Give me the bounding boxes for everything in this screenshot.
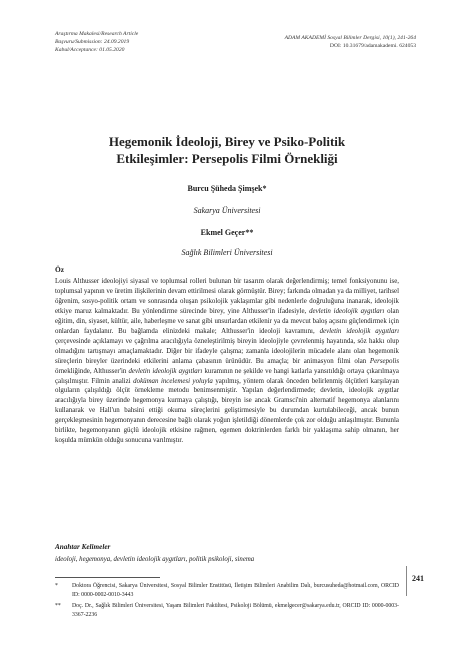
abstract-text: çerçevesinde açıklamayı ve çağrılma: [55, 337, 159, 345]
page-number: 241: [412, 574, 424, 583]
title-line-2: Etkileşimler: Persepolis Filmi Örnekliği: [116, 150, 338, 166]
article-meta: [55, 30, 225, 55]
journal-citation: ADAM AKADEMİ Sosyal Bilimler Dergisi, 10(1), 241-264: [284, 35, 416, 41]
abstract-text: ma süreçlerini geliştirmesiyle bu durumdan kurtulabileceği, ancak bunun gerçekleş: [55, 407, 399, 425]
abstract-text: sosyo-politik ortam ve sonrasında oluşan psikolojik yaklaşımlar gibi nedenlerle doğ: [82, 297, 320, 305]
abstract-text: örnekliğin: [55, 367, 84, 375]
abstract-text: mesinin hegemonyanın derecesine bağlı olarak yoğun işletildiği dönemlerde çok zor: [81, 417, 316, 425]
abstract-emphasis: devletin ideolojik aygıtları: [128, 367, 203, 375]
author-2-name: Ekmel Geçer**: [200, 228, 254, 237]
submission-date: Başvuru/Submission: 24.09.2019: [55, 39, 130, 46]
paper-title: [60, 134, 394, 167]
abstract-text: aracılığıyla özneleştirilmiş bireyin ideolojiyle çevrelenmiş hayatında, söz hakkı olup: [160, 337, 399, 345]
abstract-emphasis: doküman incelemesi yoluyla: [133, 377, 213, 385]
abstract-text: ettirilmesi olarak görmüştür. Birey; farkında olmadan ya da milliyet, tarihsel öğrenim,: [55, 287, 400, 305]
keywords-heading: Anahtar Kelimeler: [55, 543, 111, 551]
abstract-text: kuramının ne şekilde ve hangi katlarla: [202, 367, 312, 375]
acceptance-date: Kabul/Acceptance: 01.05.2020: [55, 47, 125, 54]
abstract-text: yansıtıldığı ortaya çıkarılmaya çalışılmıştır. Filmin analizi: [55, 367, 399, 385]
abstract-text: olduğu anlaşılmıştır. Bununla birlikte, hegemonyanın güçlü ideolojik etkisine rağmen,: [55, 417, 399, 435]
abstract-text: ruluğuna inanarak, ideolojik etkiye maruz kalmaktadır. Bu yönlendirme sürecinde: [55, 297, 399, 315]
title-line-1: Hegemonik İdeoloji, Birey ve Psiko-Politik: [108, 134, 346, 149]
doi: DOI: 10.31679/adamakademi. 624053: [329, 43, 416, 50]
abstract-emphasis: Persepolis: [369, 357, 399, 365]
abstract-text: Gramsci'nin alternatif hegemonya alanlarını kullanarak ve Hall'un bahsini ettiği oku: [55, 397, 399, 415]
footnote-divider: [55, 577, 160, 578]
footnote-2: [55, 602, 399, 619]
abstract-text: olmadığını tartışmayı amaçlamaktadır. Diğer bir ifadeyle çalışma; zamanla ideoloji: [55, 347, 293, 355]
abstract-text: lerin mücadele alanı olan hegemonik süreçlerin bireyler üzerindeki etkilerini anla: [55, 347, 399, 365]
keywords-text: ideoloji, hegemonya, devletin ideolojik aygıtları, politik psikoloji, sinema: [55, 556, 255, 563]
abstract-text: ideoloji kavramını,: [259, 327, 320, 335]
abstract-text: jik aygıtlar aracılığıyla birey üzerinde hegemonya kurmaya çalıştığı, bireyin ise ancak: [55, 387, 399, 405]
footnote-1-mark: *: [55, 583, 58, 589]
abstract-body: [55, 277, 399, 446]
abstract-text: ğu sonucuna varılmıştır.: [116, 437, 184, 445]
footnote-2-mark: **: [55, 603, 61, 609]
abstract-emphasis: devletin ideolojik aygıtları: [319, 327, 399, 335]
journal-meta: [206, 34, 416, 50]
abstract-text: güçlendirmek için onlardan faydalanır. Bu bağlamda elinizdeki makale; Althusser'in: [55, 317, 399, 335]
abstract-text: birey, yine Althusser'in ifadesiyle,: [209, 307, 310, 315]
abstract-text: kültür, aile, haberleşme ve sanat gibi unsurlardan etkilenir ya da mevcut baloş açısını: [110, 317, 348, 325]
abstract-text: de, Althusser'in: [83, 367, 129, 375]
footnote-1-text: Doktora Öğrencisi, Sakarya Üniversitesi, Sosyal Bilimler Enstitüsü, İletişim Bilimleri Anabilim Dalı, burcusuheda@hotmail.com, ORCID ID: 0000-0002-0010-3443: [72, 583, 399, 598]
abstract-heading: Öz: [55, 265, 65, 274]
author-1-name: Burcu Şüheda Şimşek*: [187, 184, 267, 193]
author-1-affiliation: Sakarya Üniversitesi: [193, 206, 261, 215]
abstract-text: egemen doktrinlerden farklı bir yaklaşıma sahip olmanın, her koşulda mümkün oldu: [55, 427, 399, 445]
footnote-2-text: Doç. Dr., Sağlık Bilimleri Üniversitesi, Yaşam Bilimleri Fakültesi, Psikoloji Bölümü, ekmelgecer@sakarya.edu.tr, ORCID ID: 0000-0003-3367-2236: [72, 603, 399, 618]
article-type: Araştırma Makalesi/Research Article: [55, 31, 139, 37]
abstract-text: Louis Althusser ideolojiyi siyasal ve toplumsal rolleri bulunan bir tasarım olarak de: [55, 278, 293, 285]
abstract-text: ma çabasının ürünüdür. Bu amaçla; bir animasyon filmi olan: [183, 357, 370, 365]
abstract-text: olan eğitim, din, siyaset,: [55, 307, 399, 325]
footnote-1: [55, 582, 399, 599]
author-2-affiliation: Sağlık Bilimleri Üniversitesi: [181, 248, 273, 257]
abstract-text: ölçüt örnekleme metodu benimsenmiştir. Yapılan değerlendirmede; devletin, ideolo: [116, 387, 367, 395]
abstract-text: ğerlendirmiş; temel fonksiyonunu ise, toplumsal yapının ve üretim ilişkilerinin devam: [55, 278, 399, 295]
abstract-text: yapılmış, yöntem olarak önceden belirlenmiş ölçütleri karşılayan olguların çalışıldığı: [55, 377, 399, 395]
abstract-emphasis: devletin ideolojik aygıtları: [309, 307, 385, 315]
